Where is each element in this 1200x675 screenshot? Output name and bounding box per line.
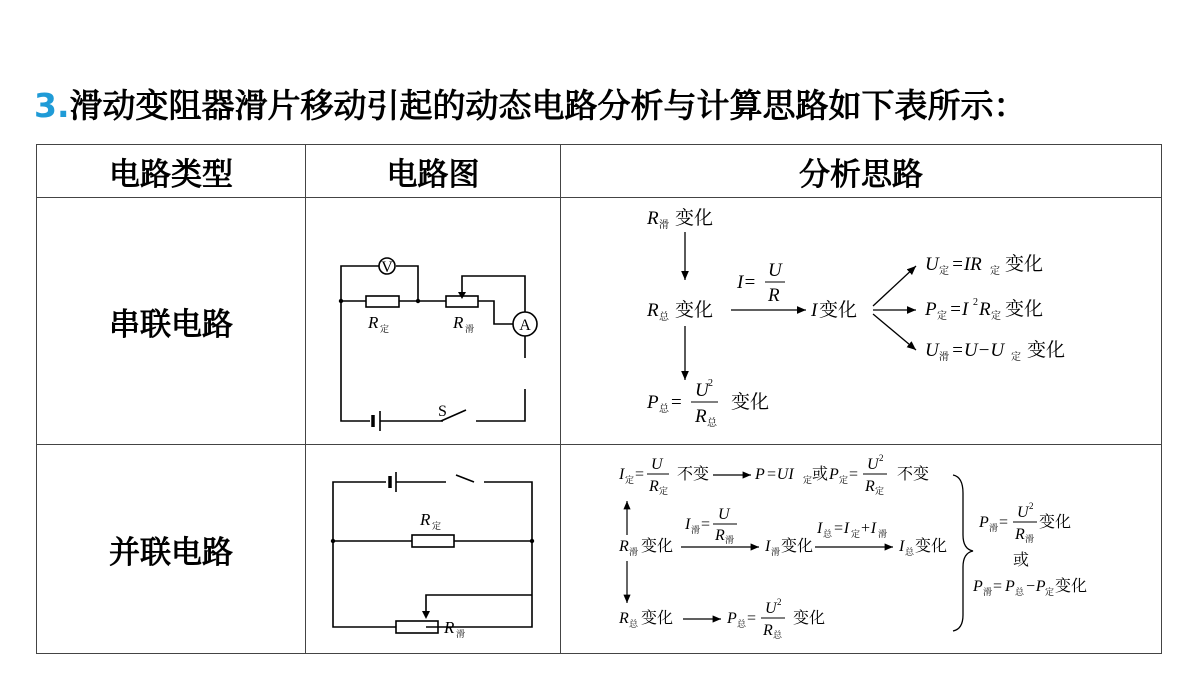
s-r-slide-sub: 滑	[659, 220, 669, 231]
s-u-fixed: U	[925, 254, 939, 275]
series-analysis-diagram	[561, 198, 1161, 440]
p-p-slide2-eq: =	[993, 578, 1003, 595]
table-header-row	[37, 145, 1162, 198]
page-title	[34, 80, 1027, 127]
p-r-slide-change: 变化	[641, 538, 674, 555]
p-p-total-sq: 2	[777, 597, 782, 607]
s-r-slide: R	[647, 208, 659, 229]
p-p-total-rsub: 总	[773, 630, 783, 640]
s-p-fixed-sub: 定	[937, 311, 947, 322]
p-p-total-r: R	[763, 622, 773, 639]
s-r-slide-change: 变化	[675, 208, 714, 229]
r-slide-symbol: R	[453, 313, 464, 332]
p-i-total-lbl-sub2: 定	[851, 529, 861, 539]
p-i-fixed-nochange: 不变	[677, 466, 710, 483]
p-i-fixed-u: U	[651, 456, 663, 473]
p-i-fixed-r: R	[649, 478, 659, 495]
s-p-fixed-rsub: 定	[991, 311, 1001, 322]
p-i-total-sub: 总	[905, 547, 915, 557]
p-p-slide-eq: =	[999, 514, 1009, 531]
s-u-slide-change: 变化	[1027, 340, 1066, 361]
p-i-fixed: I	[619, 466, 625, 483]
p-p-total-sub: 总	[737, 619, 747, 629]
series-circuit-cell	[306, 198, 561, 445]
p-i-total-lbl-mid: =I	[833, 520, 850, 537]
s-u-fixed-sub: 定	[939, 266, 949, 277]
s-r-total-sub: 总	[659, 312, 669, 323]
parallel-circuit-cell	[306, 445, 561, 654]
p-p-slide2-minus: −P	[1025, 578, 1046, 595]
p-i-slide-sub: 滑	[771, 547, 781, 557]
p-p-slide2: P	[973, 578, 983, 595]
parallel-circuit-diagram	[306, 445, 560, 649]
s-p-fixed-r: R	[979, 299, 991, 320]
p-p-slide-rsub: 滑	[1025, 534, 1035, 544]
s-ohm-u: U	[768, 260, 782, 281]
p-i-slide-change: 变化	[781, 538, 814, 555]
ammeter-label: A	[519, 317, 531, 334]
header-circuit-diagram: 电路图	[306, 145, 561, 198]
s-u-slide-sub: 滑	[939, 352, 949, 363]
p-p-fixed-eq: =	[849, 466, 859, 483]
s-p-fixed-rhs: =I	[949, 299, 969, 320]
switch-label: S	[438, 403, 447, 420]
p-r-total-sub: 总	[629, 619, 639, 629]
r-slide-sub: 滑	[465, 324, 475, 334]
p-r-slide-sub: 滑	[629, 547, 639, 557]
p-p-fixed: P	[829, 466, 839, 483]
p-i-total-lbl-sub: 总	[823, 529, 833, 539]
s-i: I	[811, 300, 818, 321]
p-i-slide-lbl-r: R	[715, 527, 725, 544]
r-fixed-sub: 定	[380, 324, 390, 334]
p-p-slide-r: R	[1015, 526, 1025, 543]
p-i-total-lbl: I	[817, 520, 823, 537]
p-p-slide2-change: 变化	[1055, 578, 1088, 595]
s-p-total-sub: 总	[659, 404, 669, 415]
table-row-parallel	[37, 445, 1162, 654]
p-p-slide2-pt-sub: 总	[1015, 587, 1025, 597]
series-analysis-cell	[561, 198, 1162, 445]
s-p-total-eq: =	[671, 392, 682, 413]
p-r-fixed-sub: 定	[432, 521, 442, 531]
p-p-slide-u: U	[1017, 504, 1029, 521]
p-p-slide-change: 变化	[1039, 514, 1072, 531]
voltmeter-label: V	[381, 259, 393, 276]
series-circuit-diagram	[306, 198, 560, 440]
p-p-fixed-sq: 2	[879, 453, 884, 463]
p-p-or: 或	[812, 466, 829, 483]
p-r-slide-symbol: R	[444, 618, 455, 637]
p-i-slide-lbl: I	[685, 516, 691, 533]
p-i-slide-lbl-eq: =	[701, 516, 711, 533]
s-p-total-change: 变化	[731, 392, 770, 413]
p-p-total-eq: =	[747, 610, 757, 627]
r-fixed-symbol: R	[368, 313, 379, 332]
parallel-analysis-diagram	[561, 445, 1161, 649]
p-i-fixed-eq: =	[635, 466, 645, 483]
p-i-total: I	[899, 538, 905, 555]
p-i-total-change: 变化	[915, 538, 948, 555]
p-i-total-lbl-sub3: 滑	[878, 529, 888, 539]
p-i-slide-lbl-rsub: 滑	[725, 535, 735, 545]
p-p-fixed-r: R	[865, 478, 875, 495]
s-p-total: P	[647, 392, 659, 413]
p-p-slide2-pt: P	[1005, 578, 1015, 595]
p-p-slide2-pf-sub: 定	[1045, 587, 1055, 597]
s-p-fixed: P	[925, 299, 937, 320]
parallel-type-label: 并联电路	[37, 445, 306, 654]
analysis-table	[36, 144, 1162, 654]
s-u-fixed-change: 变化	[1005, 254, 1044, 275]
p-r-total: R	[619, 610, 629, 627]
p-p-eq: =UI	[766, 466, 794, 483]
s-ohm-i: I=	[737, 272, 757, 293]
s-p-total-r: R	[695, 406, 707, 427]
parallel-analysis-cell	[561, 445, 1162, 654]
title-text: 滑动变阻器滑片移动引起的动态电路分析与计算思路如下表所示：	[69, 86, 1027, 125]
p-r-total-change: 变化	[641, 610, 674, 627]
s-r-total: R	[647, 300, 659, 321]
s-u-slide-rsub: 定	[1011, 352, 1021, 363]
s-u-fixed-rsub: 定	[990, 266, 1000, 277]
s-p-fixed-sq: 2	[973, 297, 978, 308]
s-p-total-rsub: 总	[707, 418, 717, 429]
s-u-slide: U	[925, 340, 939, 361]
s-p-total-u: U	[695, 380, 709, 401]
p-p-slide-sub: 滑	[989, 523, 999, 533]
p-p-total-change: 变化	[793, 610, 826, 627]
p-or: 或	[1013, 552, 1030, 569]
p-p-fixed-sub: 定	[839, 475, 849, 485]
p-p: P	[755, 466, 765, 483]
p-i-slide-lbl-sub: 滑	[691, 525, 701, 535]
p-r-fixed-symbol: R	[420, 510, 431, 529]
p-p-slide-sq: 2	[1029, 501, 1034, 511]
p-p-slide2-sub: 滑	[983, 587, 993, 597]
s-ohm-r: R	[768, 285, 780, 306]
p-i-fixed-rsub: 定	[659, 486, 669, 496]
p-p-total: P	[727, 610, 737, 627]
p-r-slide: R	[619, 538, 629, 555]
s-p-total-sq: 2	[708, 378, 713, 389]
series-type-label: 串联电路	[37, 198, 306, 445]
p-p-fixed-nochange: 不变	[897, 466, 930, 483]
s-u-fixed-rhs: =IR	[951, 254, 982, 275]
header-analysis: 分析思路	[561, 145, 1162, 198]
title-number: 3.	[34, 86, 70, 125]
s-u-slide-rhs: =U−U	[951, 340, 1005, 361]
p-i-slide: I	[765, 538, 771, 555]
p-p-slide: P	[979, 514, 989, 531]
p-i-fixed-sub: 定	[625, 475, 635, 485]
table-row-series	[37, 198, 1162, 445]
p-r-slide-sub: 滑	[456, 629, 466, 639]
p-p-fixed-u: U	[867, 456, 879, 473]
s-p-fixed-change: 变化	[1005, 299, 1044, 320]
p-i-total-lbl-plus: +I	[860, 520, 877, 537]
p-p-total-u: U	[765, 600, 777, 617]
s-r-total-change: 变化	[675, 300, 714, 321]
p-p-fixed-rsub: 定	[875, 486, 885, 496]
p-p-eq-sub: 定	[803, 475, 813, 485]
s-i-change: 变化	[819, 300, 858, 321]
header-circuit-type: 电路类型	[37, 145, 306, 198]
p-i-slide-lbl-u: U	[718, 506, 730, 523]
